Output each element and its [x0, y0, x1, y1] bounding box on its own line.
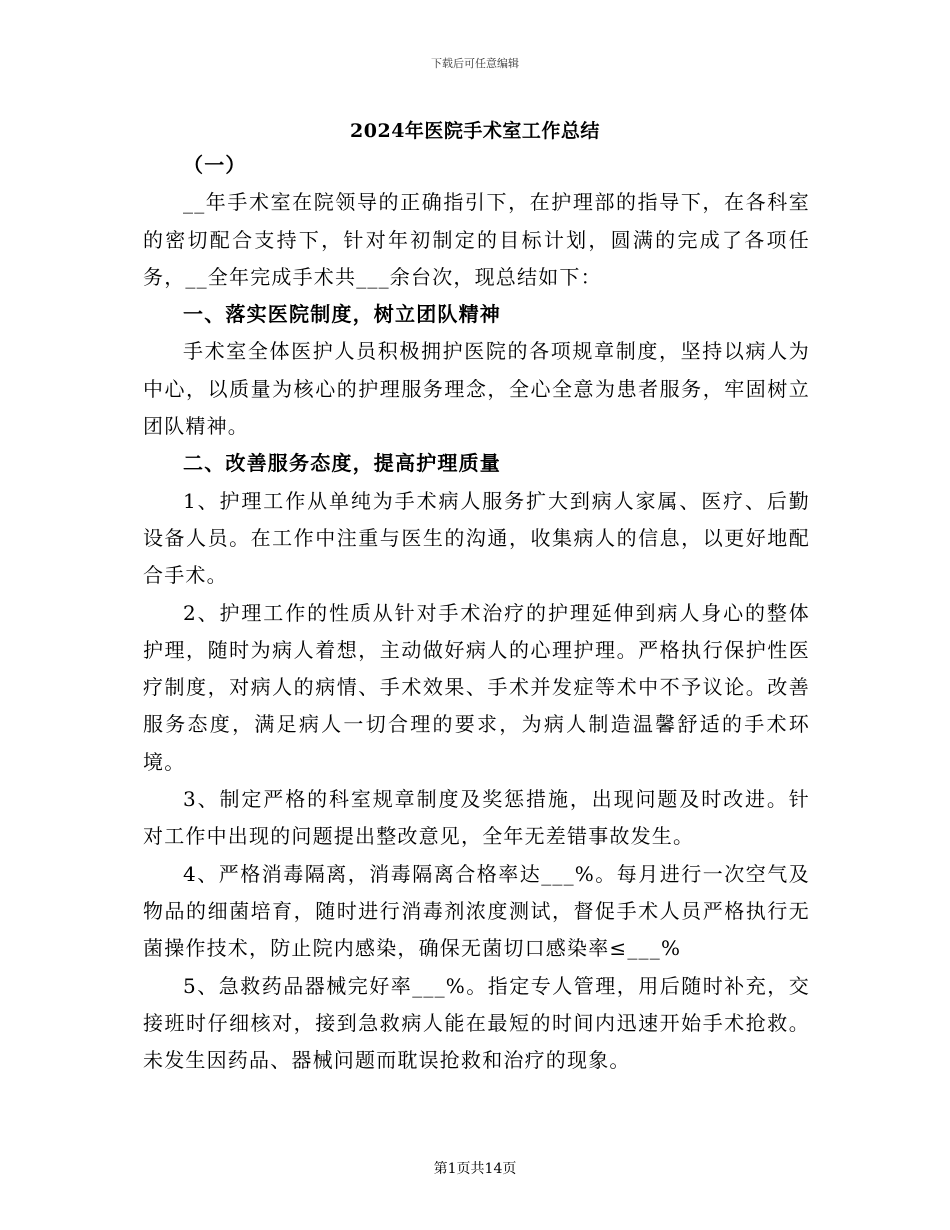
intro-paragraph: __年手术室在院领导的正确指引下，在护理部的指导下，在各科室的密切配合支持下，针对年初制定的目标计划，圆满的完成了各项任务，__全年完成手术共___余台次，现总结如下： — [143, 190, 810, 289]
heading-2: 二、改善服务态度，提高护理质量 — [183, 451, 501, 476]
item-1: 1、护理工作从单纯为手术病人服务扩大到病人家属、医疗、后勤设备人员。在工作中注重与医生的沟通，收集病人的信息，以更好地配合手术。 — [143, 488, 810, 588]
page-footer: 第1页共14页 — [433, 1161, 517, 1177]
heading-1: 一、落实医院制度，树立团队精神 — [183, 302, 501, 327]
item-2: 2、护理工作的性质从针对手术治疗的护理延伸到病人身心的整体护理，随时为病人着想，主动做好病人的心理护理。严格执行保护性医疗制度，对病人的病情、手术效果、手术并发症等术中不予议论。改善服务态度，满足病人一切合理的要求，为病人制造温馨舒适的手术环境。 — [143, 600, 810, 774]
header-note: 下载后可任意编辑 — [431, 57, 519, 70]
item-4: 4、严格消毒隔离，消毒隔离合格率达___%。每月进行一次空气及物品的细菌培育，随时进行消毒剂浓度测试，督促手术人员严格执行无菌操作技术，防止院内感染，确保无菌切口感染率≤___% — [143, 861, 810, 961]
paragraph-1: 手术室全体医护人员积极拥护医院的各项规章制度，坚持以病人为中心，以质量为核心的护理服务理念，全心全意为患者服务，牢固树立团队精神。 — [143, 339, 810, 439]
item-5: 5、急救药品器械完好率___%。指定专人管理，用后随时补充，交接班时仔细核对，接到急救病人能在最短的时间内迅速开始手术抢救。未发生因药品、器械问题而耽误抢救和治疗的现象。 — [143, 973, 810, 1073]
document-body — [143, 147, 810, 1079]
document-title: 2024年医院手术室工作总结 — [350, 120, 600, 142]
item-3: 3、制定严格的科室规章制度及奖惩措施，出现问题及时改进。针对工作中出现的问题提出整改意见，全年无差错事故发生。 — [143, 787, 810, 849]
section-marker: （一） — [183, 153, 247, 177]
